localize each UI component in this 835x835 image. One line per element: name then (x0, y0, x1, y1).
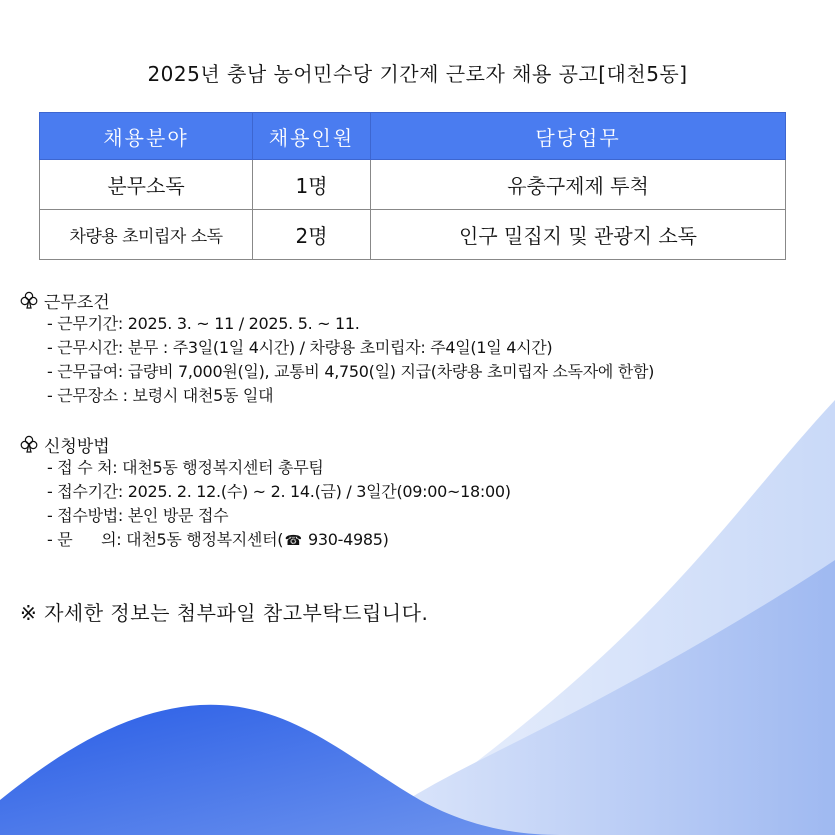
section-title: 신청방법 (44, 436, 110, 457)
club-icon (20, 435, 38, 453)
cell-headcount: 2명 (253, 210, 371, 260)
application-section (20, 432, 511, 552)
cell-duty: 유충구제제 투척 (371, 160, 786, 210)
cell-field: 차량용 초미립자 소독 (40, 210, 253, 260)
page-title: 2025년 충남 농어민수당 기간제 근로자 채용 공고[대천5동] (147, 62, 688, 86)
header-field: 채용분야 (40, 113, 253, 160)
work-conditions-section (20, 288, 654, 408)
list-item: - 근무급여: 급량비 7,000원(일), 교통비 4,750(일) 지급(차량용 초미립자 소독자에 한함) (47, 362, 655, 381)
list-item: - 근무장소 : 보령시 대천5동 일대 (47, 386, 274, 405)
section-title: 근무조건 (44, 292, 110, 313)
header-headcount: 채용인원 (253, 113, 371, 160)
cell-duty: 인구 밀집지 및 관광지 소독 (371, 210, 786, 260)
list-item: - 근무시간: 분무 : 주3일(1일 4시간) / 차량용 초미립자: 주4일(1일 4시간) (47, 338, 553, 357)
contact-prefix: - 문 의: 대천5동 행정복지센터( (47, 530, 284, 549)
contact-number: 930-4985) (303, 530, 389, 549)
list-item: - 접 수 처: 대천5동 행정복지센터 총무팀 (47, 458, 324, 477)
table-row (40, 210, 786, 260)
club-icon (20, 291, 38, 309)
list-item: - 접수방법: 본인 방문 접수 (47, 506, 229, 525)
phone-icon: ☎ (284, 533, 302, 549)
application-heading (20, 432, 511, 456)
table-row (40, 160, 786, 210)
header-duty: 담당업무 (371, 113, 786, 160)
cell-headcount: 1명 (253, 160, 371, 210)
list-item: - 접수기간: 2025. 2. 12.(수) ~ 2. 14.(금) / 3일간(09:00~18:00) (47, 482, 511, 501)
list-item: - 근무기간: 2025. 3. ~ 11 / 2025. 5. ~ 11. (47, 314, 360, 333)
table-header-row (40, 113, 786, 160)
cell-field: 분무소독 (40, 160, 253, 210)
work-conditions-heading (20, 288, 654, 312)
attachment-note: ※ 자세한 정보는 첨부파일 참고부탁드립니다. (20, 601, 429, 625)
contact-item (20, 528, 511, 552)
recruitment-table (39, 112, 786, 260)
